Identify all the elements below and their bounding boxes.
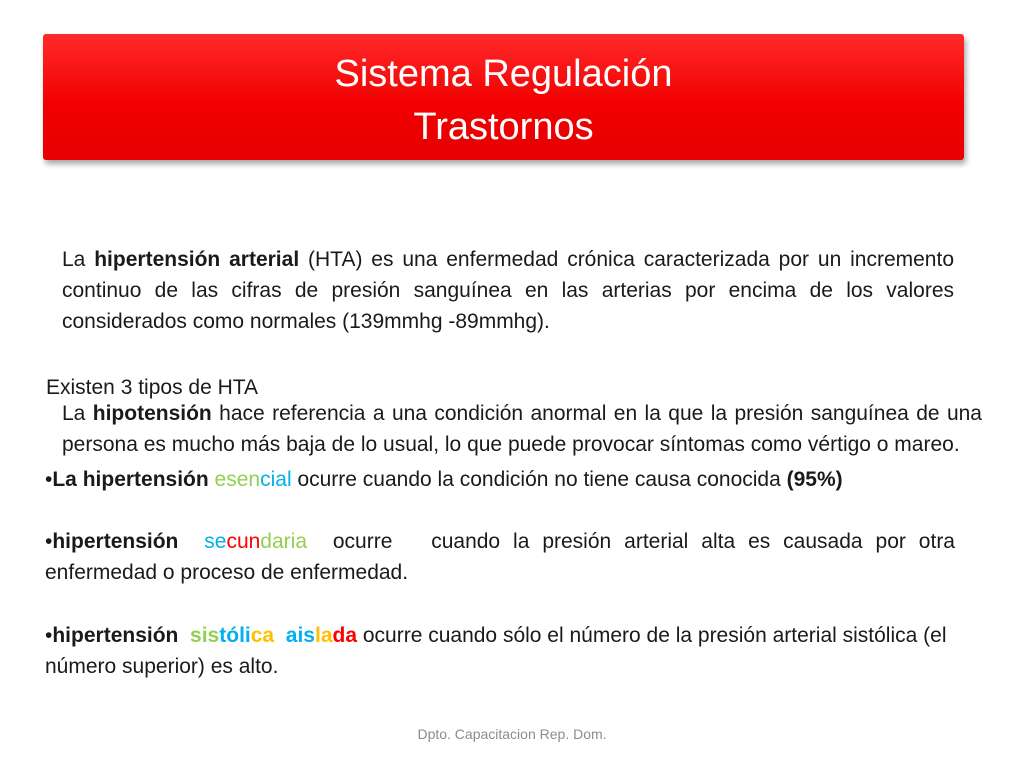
hipo-term: hipotensión — [92, 402, 212, 425]
bullet-text: ocurre cuando la presión arterial alta es causada por otra enfermedad o proceso de enfermedad. — [45, 530, 961, 584]
types-heading: Existen 3 tipos de HTA — [46, 376, 259, 399]
bullet-text: ocurre cuando la condición no tiene causa conocida — [291, 468, 787, 491]
title-banner — [43, 34, 964, 160]
kw-sis: sis — [190, 624, 220, 647]
bullet-term: hipertensión — [52, 530, 205, 553]
bullet-term: hipertensión — [52, 624, 191, 647]
kw-daria: daria — [260, 530, 307, 553]
bullet-marker: • — [45, 530, 53, 553]
bullet-marker: • — [45, 468, 53, 491]
slide-subtitle: Trastornos — [413, 106, 594, 148]
kw-gap — [274, 624, 286, 647]
hta-post: (HTA) es una enfermedad crónica caracterizada por un incremento continuo de las cifras de presión sanguínea en las arterias por encima de los valores considerados como normales (139mmhg -89mmhg). — [62, 248, 954, 333]
bullet-text: ocurre cuando sólo el número de la presión arterial sistólica (el número superior) es alto. — [45, 624, 947, 678]
hta-definition — [62, 244, 954, 337]
kw-cial: cial — [260, 468, 292, 491]
hipo-pre: La — [62, 402, 93, 425]
footer-credit: Dpto. Capacitacion Rep. Dom. — [417, 726, 607, 742]
bullet-secundaria — [45, 526, 961, 588]
kw-ca: ca — [250, 624, 275, 647]
kw-ais: ais — [285, 624, 315, 647]
kw-da: da — [332, 624, 358, 647]
kw-esen: esen — [214, 468, 261, 491]
bullet-term: La hipertensión — [52, 468, 215, 491]
slide-title: Sistema Regulación — [334, 53, 673, 95]
kw-la: la — [314, 624, 333, 647]
hta-term: hipertensión arterial — [94, 248, 300, 271]
hipo-post: hace referencia a una condición anormal en la que la presión sanguínea de una persona es mucho más baja de lo usual, lo que puede provocar síntomas como vértigo o mareo. — [62, 402, 982, 456]
bullet-esencial — [45, 464, 965, 495]
bullet-percent: (95%) — [786, 468, 843, 491]
kw-toli: tóli — [219, 624, 251, 647]
kw-se: se — [204, 530, 227, 553]
hipotension-definition — [62, 398, 982, 460]
bullet-marker: • — [45, 624, 53, 647]
bullet-sistolica — [45, 620, 955, 682]
hta-pre: La — [62, 248, 95, 271]
kw-cun: cun — [226, 530, 261, 553]
